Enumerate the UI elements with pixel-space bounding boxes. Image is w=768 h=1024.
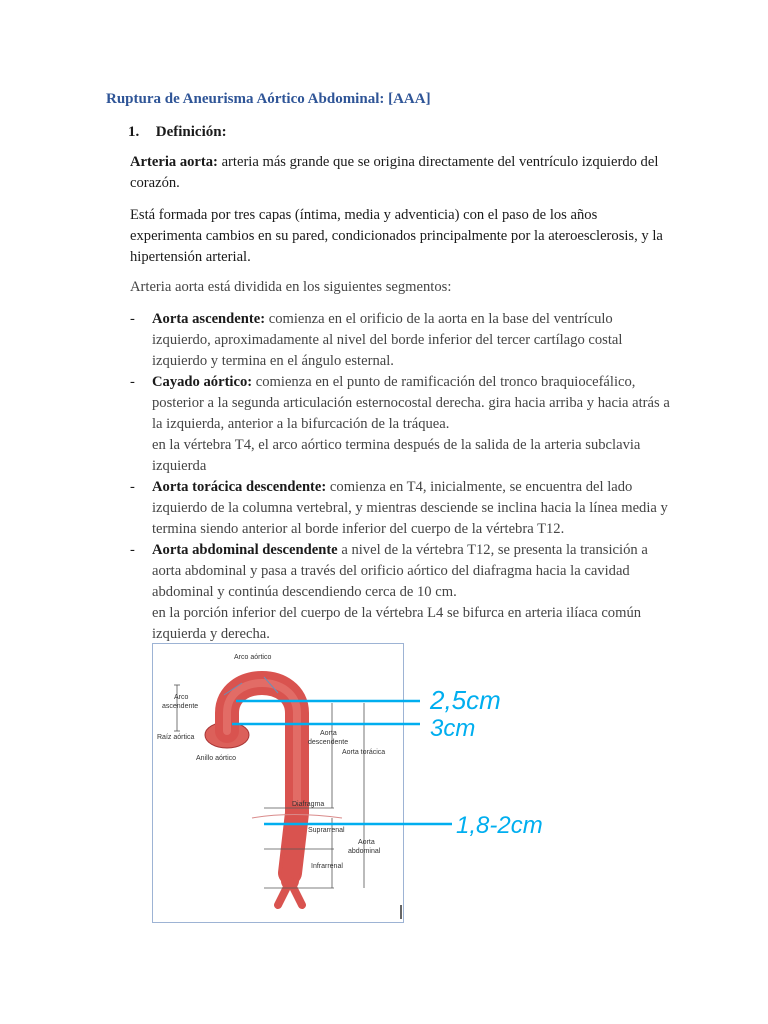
segment-term: Cayado aórtico: bbox=[152, 374, 253, 390]
segment-text: comienza en T4, inicialmente, se encuentra del lado izquierdo de la columna vertebral, y mientras desciende se inclina hacia la línea media y termina siendo anterior al borde inferior del cuerpo de la vértebra T12. bbox=[152, 479, 668, 537]
list-item bbox=[130, 372, 670, 477]
label-arco-ascendente-1: Arco bbox=[174, 694, 189, 701]
label-aorta-toracica: Aorta torácica bbox=[342, 749, 386, 756]
aorta-figure bbox=[152, 643, 572, 933]
list-item bbox=[130, 309, 670, 372]
segment-term: Aorta ascendente: bbox=[152, 311, 266, 327]
list-dash: - bbox=[130, 311, 135, 327]
segment-term: Aorta abdominal descendente bbox=[152, 542, 338, 558]
document-title: Ruptura de Aneurisma Aórtico Abdominal: [AAA] bbox=[106, 91, 431, 107]
annotation-measure-2: 3cm bbox=[430, 715, 476, 742]
label-diafragma: Diafragma bbox=[292, 801, 325, 808]
definition-paragraph bbox=[130, 152, 670, 194]
list-dash: - bbox=[130, 479, 135, 495]
list-item bbox=[130, 540, 670, 645]
definition-term: Arteria aorta: bbox=[130, 154, 218, 170]
segment-text: a nivel de la vértebra T12, se presenta la transición a aorta abdominal y pasa a través del orificio aórtico del diafragma hacia la cavidad abdominal y continúa descendiendo cerca de 10 cm. bbox=[152, 542, 648, 600]
section-number: 1. bbox=[128, 124, 140, 140]
label-arco-ascendente-2: ascendente bbox=[162, 703, 199, 710]
iliac-bifurcation bbox=[278, 881, 302, 905]
segment-text: comienza en el orificio de la aorta en la base del ventrículo izquierdo, aproximadamente al nivel del borde inferior del tercer cartílago costal izquierdo y termina en el ángulo esternal. bbox=[152, 311, 623, 369]
segment-term: Aorta torácica descendente: bbox=[152, 479, 327, 495]
section-title: Definición: bbox=[155, 124, 227, 140]
label-aorta-descendente-2: descendente bbox=[308, 739, 349, 746]
segment-continuation: en la vértebra T4, el arco aórtico termina después de la salida de la arteria subclavia izquierda bbox=[152, 437, 641, 474]
segment-continuation: en la porción inferior del cuerpo de la vértebra L4 se bifurca en arteria ilíaca común izquierda y derecha. bbox=[152, 605, 642, 642]
list-dash: - bbox=[130, 374, 135, 390]
label-anillo-aortico: Anillo aórtico bbox=[196, 755, 237, 762]
aorta-diagram bbox=[152, 643, 572, 933]
segments-list bbox=[130, 309, 670, 645]
annotation-measure-1: 2,5cm bbox=[430, 685, 501, 715]
definition-text: arteria más grande que se origina directamente del ventrículo izquierdo del corazón. bbox=[130, 154, 659, 191]
layers-paragraph: Está formada por tres capas (íntima, media y adventicia) con el paso de los años experimenta cambios en su pared, condicionados principalmente por la ateroesclerosis, y la hipertensión arterial. bbox=[130, 207, 663, 265]
list-dash: - bbox=[130, 542, 135, 558]
label-aorta-descendente-1: Aorta bbox=[320, 730, 337, 737]
label-raiz-aortica: Raíz aórtica bbox=[157, 734, 195, 741]
annotation-measure-3: 1,8-2cm bbox=[456, 812, 543, 839]
section-heading bbox=[128, 124, 227, 141]
label-arco-aortico: Arco aórtico bbox=[234, 654, 272, 661]
segments-intro: Arteria aorta está dividida en los siguientes segmentos: bbox=[130, 279, 452, 295]
label-infrarrenal: Infrarrenal bbox=[311, 863, 343, 870]
label-aorta-abdominal-2: abdominal bbox=[348, 848, 381, 855]
label-aorta-abdominal-1: Aorta bbox=[358, 839, 375, 846]
list-item bbox=[130, 477, 670, 540]
label-suprarrenal: Suprarrenal bbox=[308, 827, 345, 834]
segment-text: comienza en el punto de ramificación del tronco braquiocefálico, posterior a la segunda articulación esternocostal derecha. gira hacia arriba y hacia atrás a la izquierda, anterior a la bifurcación de la tráquea. bbox=[152, 374, 670, 432]
